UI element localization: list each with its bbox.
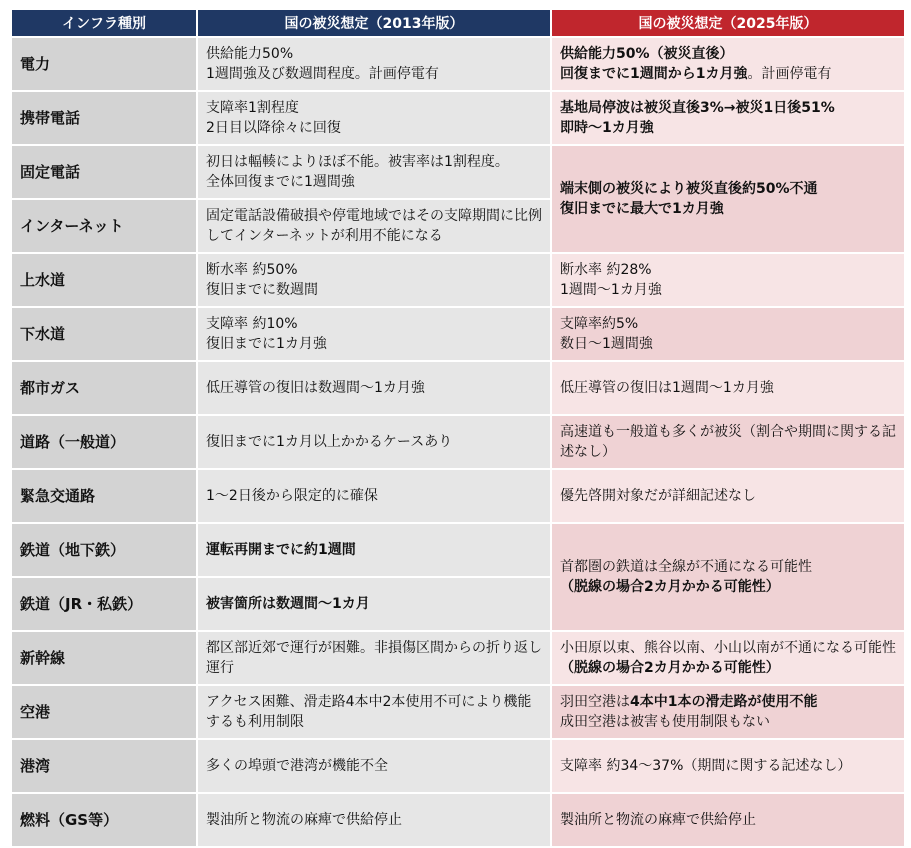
row-type: 下水道: [12, 308, 196, 360]
old-assessment: 断水率 約50% 復旧までに数週間: [198, 254, 550, 306]
old-assessment: 運転再開までに約1週間: [198, 524, 550, 576]
row-type: 鉄道（地下鉄）: [12, 524, 196, 576]
new-assessment: 羽田空港は4本中1本の滑走路が使用不能 成田空港は被害も使用制限もない: [552, 686, 904, 738]
old-assessment: 被害箇所は数週間～1カ月: [198, 578, 550, 630]
row-type: 鉄道（JR・私鉄）: [12, 578, 196, 630]
new-assessment: 支障率約5% 数日～1週間強: [552, 308, 904, 360]
new-assessment: 製油所と物流の麻痺で供給停止: [552, 794, 904, 846]
table-row: [12, 416, 904, 468]
row-type: 固定電話: [12, 146, 196, 198]
table-row: [12, 146, 904, 198]
table-row: [12, 38, 904, 90]
row-type: 携帯電話: [12, 92, 196, 144]
row-type: インターネット: [12, 200, 196, 252]
old-assessment: 固定電話設備破損や停電地域ではその支障期間に比例してインターネットが利用不能になる: [198, 200, 550, 252]
old-assessment: 復旧までに1カ月以上かかるケースあり: [198, 416, 550, 468]
new-assessment: 優先啓開対象だが詳細記述なし: [552, 470, 904, 522]
new-assessment: 高速道も一般道も多くが被災（割合や期間に関する記述なし）: [552, 416, 904, 468]
old-assessment: 製油所と物流の麻痺で供給停止: [198, 794, 550, 846]
old-assessment: 1～2日後から限定的に確保: [198, 470, 550, 522]
table-row: [12, 740, 904, 792]
table-row: [12, 686, 904, 738]
old-assessment: 支障率1割程度 2日目以降徐々に回復: [198, 92, 550, 144]
new-assessment: 端末側の被災により被災直後約50%不通 復旧までに最大で1カ月強: [552, 146, 904, 252]
row-type: 空港: [12, 686, 196, 738]
row-type: 港湾: [12, 740, 196, 792]
new-assessment: 首都圏の鉄道は全線が不通になる可能性 （脱線の場合2カ月かかる可能性）: [552, 524, 904, 630]
row-type: 緊急交通路: [12, 470, 196, 522]
table-row: [12, 470, 904, 522]
header-row: [12, 10, 904, 36]
old-assessment: 多くの埠頭で港湾が機能不全: [198, 740, 550, 792]
header-type: インフラ種別: [12, 10, 196, 36]
new-assessment: 断水率 約28% 1週間～1カ月強: [552, 254, 904, 306]
old-assessment: 初日は輻輳によりほぼ不能。被害率は1割程度。 全体回復までに1週間強: [198, 146, 550, 198]
old-assessment: 供給能力50% 1週間強及び数週間程度。計画停電有: [198, 38, 550, 90]
new-assessment: 供給能力50%（被災直後） 回復までに1週間から1カ月強。計画停電有: [552, 38, 904, 90]
old-assessment: アクセス困難、滑走路4本中2本使用不可により機能するも利用制限: [198, 686, 550, 738]
old-assessment: 低圧導管の復旧は数週間～1カ月強: [198, 362, 550, 414]
table-row: [12, 362, 904, 414]
old-assessment: 支障率 約10% 復旧までに1カ月強: [198, 308, 550, 360]
new-assessment: 小田原以東、熊谷以南、小山以南が不通になる可能性（脱線の場合2カ月かかる可能性）: [552, 632, 904, 684]
new-assessment: 支障率 約34～37%（期間に関する記述なし）: [552, 740, 904, 792]
infrastructure-damage-table: [10, 8, 906, 848]
table-row: [12, 308, 904, 360]
row-type: 電力: [12, 38, 196, 90]
row-type: 道路（一般道）: [12, 416, 196, 468]
row-type: 都市ガス: [12, 362, 196, 414]
table-row: [12, 794, 904, 846]
new-assessment: 低圧導管の復旧は1週間～1カ月強: [552, 362, 904, 414]
old-assessment: 都区部近郊で運行が困難。非損傷区間からの折り返し運行: [198, 632, 550, 684]
header-2025: 国の被災想定（2025年版）: [552, 10, 904, 36]
table-row: [12, 632, 904, 684]
row-type: 上水道: [12, 254, 196, 306]
table-row: [12, 524, 904, 576]
header-2013: 国の被災想定（2013年版）: [198, 10, 550, 36]
row-type: 新幹線: [12, 632, 196, 684]
table-row: [12, 92, 904, 144]
table-row: [12, 254, 904, 306]
row-type: 燃料（GS等）: [12, 794, 196, 846]
new-assessment: 基地局停波は被災直後3%→被災1日後51% 即時～1カ月強: [552, 92, 904, 144]
